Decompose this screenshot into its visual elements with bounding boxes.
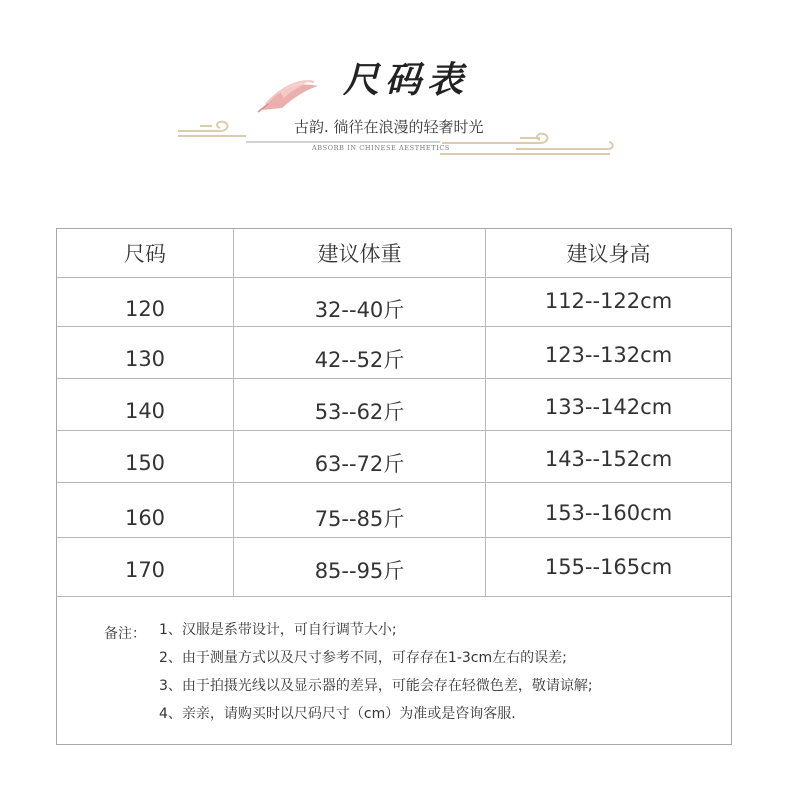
notes-label: 备注： (104, 626, 146, 642)
weight-cell: 42--52斤 (234, 326, 486, 378)
size-cell: 140 (57, 378, 234, 430)
column-header-size: 尺码 (57, 229, 234, 277)
note-item: 3、由于拍摄光线以及显示器的差异，可能会存在轻微色差，敬请谅解; (159, 678, 593, 694)
height-cell: 153--160cm (544, 500, 673, 525)
table-row (57, 537, 731, 597)
size-cell: 150 (57, 430, 234, 482)
table-row (57, 430, 731, 483)
size-chart-table (56, 228, 732, 745)
height-cell: 155--165cm (544, 554, 673, 579)
left-cloud-ornament (178, 122, 246, 136)
note-item: 2、由于测量方式以及尺寸参考不同，可存存在1-3cm左右的误差; (159, 650, 567, 666)
table-header-row (57, 229, 731, 278)
feather-icon (258, 80, 318, 112)
weight-cell: 85--95斤 (234, 537, 486, 596)
page-title: 尺码表 (343, 59, 470, 101)
page-subtitle: 古韵. 徜徉在浪漫的轻奢时光 (294, 118, 484, 136)
weight-cell: 32--40斤 (234, 277, 486, 326)
weight-cell: 75--85斤 (234, 482, 486, 537)
note-item: 1、汉服是系带设计，可自行调节大小; (159, 622, 397, 638)
right-cloud-ornament (440, 134, 613, 154)
size-cell: 160 (57, 482, 234, 537)
table-row (57, 277, 731, 327)
table-row (57, 482, 731, 538)
size-cell: 170 (57, 537, 234, 596)
size-cell: 130 (57, 326, 234, 378)
column-header-weight: 建议体重 (234, 229, 486, 277)
height-cell: 143--152cm (544, 447, 673, 471)
weight-cell: 63--72斤 (234, 430, 486, 482)
table-row (57, 326, 731, 379)
page-subtitle-english: ABSORB IN CHINESE AESTHETICS (312, 144, 450, 152)
header (0, 0, 790, 180)
height-cell: 123--132cm (544, 343, 673, 367)
column-header-height: 建议身高 (566, 242, 651, 266)
table-row (57, 378, 731, 431)
size-cell: 120 (57, 277, 234, 326)
height-cell: 133--142cm (544, 395, 673, 419)
weight-cell: 53--62斤 (234, 378, 486, 430)
height-cell: 112--122cm (544, 288, 673, 313)
note-item: 4、亲亲，请购买时以尺码尺寸（cm）为准或是咨询客服. (159, 706, 516, 722)
